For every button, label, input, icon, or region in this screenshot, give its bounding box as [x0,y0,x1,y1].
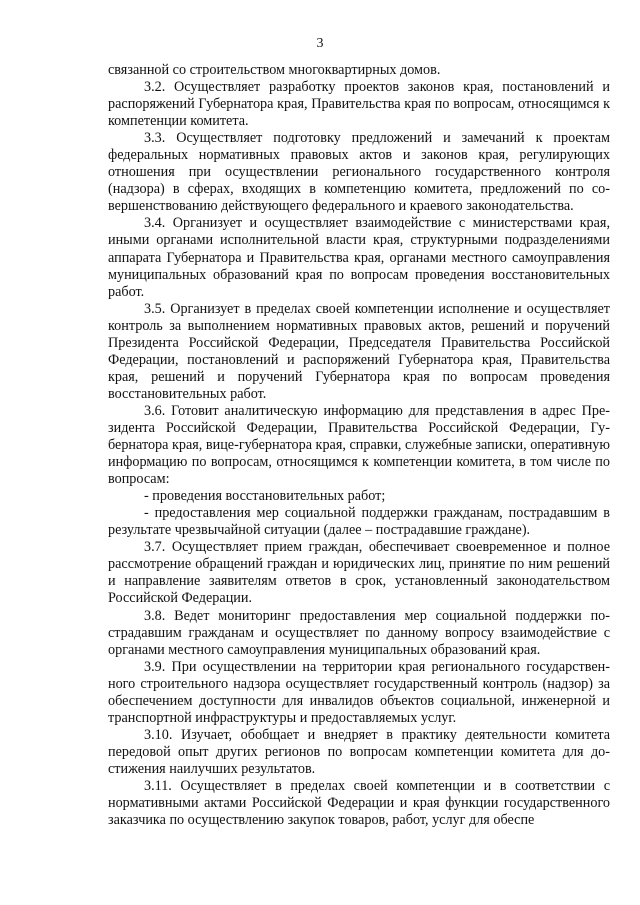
paragraph-continuation: связанной со строительством многоквартирных домов. [108,62,441,78]
paragraph-3-11: 3.11. Осуществляет в пределах своей компетенции и в соответствии с нормативными актами Российской Федерации и края функции государственного заказчика по осуществлению закупок товаров, работ, услуг для обеспе [108,777,610,829]
paragraph-3-10: 3.10. Изучает, обобщает и внедряет в практику деятельности комитета передовой опыт других регионов по вопросам компетенции комитета для достижения наилучших результатов. [108,726,610,777]
paragraph-3-9: 3.9. При осуществлении на территории края регионального государственного строительного надзора осуществляет государственный контроль (надзор) за обеспечением доступности для инвалидов объектов социальной, инженерной и транспортной инфраструктуры и предоставляемых услуг. [108,658,610,726]
paragraph-3-5: 3.5. Организует в пределах своей компетенции исполнение и осуществляет контроль за выполнением нормативных правовых актов, решений и поручений Президента Российской Федерации, Председателя Правительства Российской Федерации, постановлений и распоряжений Губернатора края, Правительства края, решений и поручений Губернатора края по вопросам проведения восстановительных работ. [108,300,610,402]
paragraph-3-8: 3.8. Ведет мониторинг предоставления мер социальной поддержки пострадавшим гражданам и осуществляет по данному вопросу взаимодействие с органами местного самоуправления муниципальных образований края. [108,607,610,658]
paragraph-3-4: 3.4. Организует и осуществляет взаимодействие с министерствами края, иными органами исполнительной власти края, структурными подразделениями аппарата Губернатора и Правительства края, органами местного самоуправления муниципальных образований края по вопросам проведения восстановительных работ. [108,215,610,300]
paragraph-3-7: 3.7. Осуществляет прием граждан, обеспечивает своевременное и полное рассмотрение обращений граждан и юридических лиц, принятие по ним решений и направление заявителям ответов в срок, установленный законодательством Российской Федерации. [108,539,610,607]
paragraph-3-6: 3.6. Готовит аналитическую информацию для представления в адрес Президента Российской Федерации, Правительства Российской Федерации, Губернатора края, вице-губернатора края, справки, служебные записки, оперативную информацию по вопросам, относящимся к компетенции комитета, в том числе по вопросам: [108,402,610,488]
document-body [108,62,610,829]
paragraph-3-2: 3.2. Осуществляет разработку проектов законов края, постановлений и распоряжений Губернатора края, Правительства края по вопросам, относящимся к компетенции комитета. [108,79,610,130]
paragraph-3-3: 3.3. Осуществляет подготовку предложений и замечаний к проектам федеральных нормативных правовых актов и законов края, регулирующих отношения при осуществлении регионального государственного контроля (надзора) в сферах, входящих в компетенцию комитета, предложений по совершенствованию действующего федерального и краевого законодательства. [108,130,610,215]
page-number: 3 [316,36,324,51]
list-item-restoration: - проведения восстановительных работ; [144,488,386,505]
list-item-social-support: - предоставления мер социальной поддержки гражданам, пострадавшим в результате чрезвычайной ситуации (далее – пострадавшие граждане). [108,505,610,539]
